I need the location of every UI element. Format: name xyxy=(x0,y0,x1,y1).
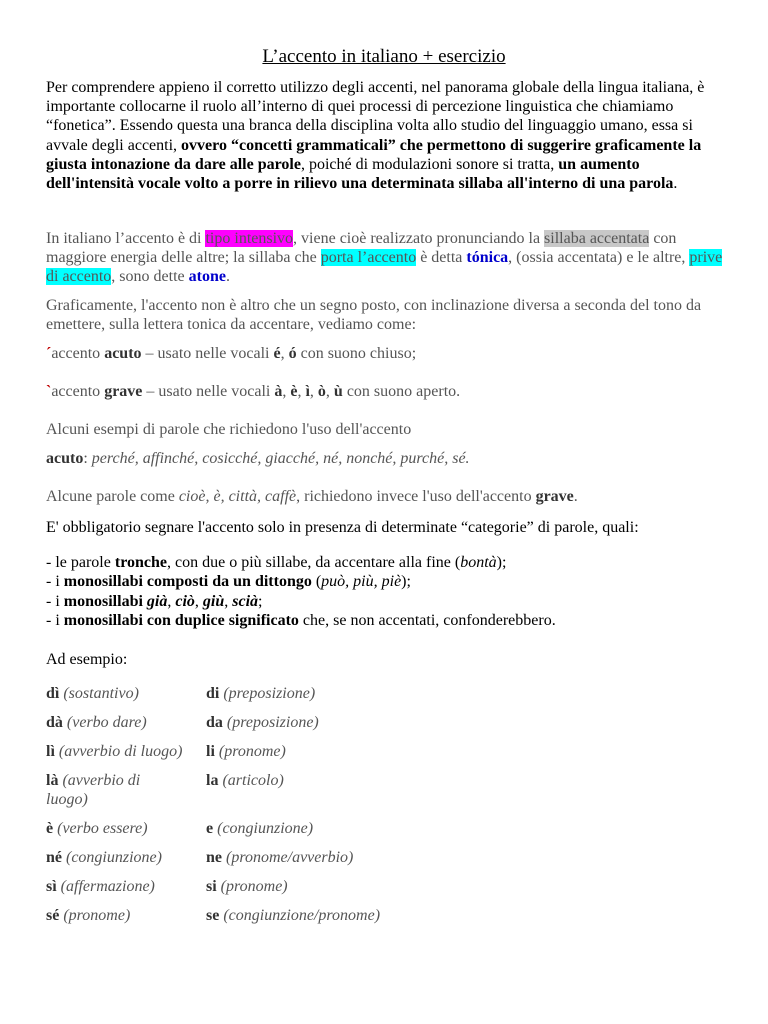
p2-text-6: , sono dette xyxy=(111,268,189,286)
acuto-text-2: – usato nelle vocali xyxy=(141,345,274,362)
l3-comma-3: , xyxy=(224,592,233,610)
list-item xyxy=(46,553,556,572)
unaccented-meaning: (preposizione) xyxy=(219,685,316,702)
acuto-examples-words: perché, affinché, cosicché, giacché, né, nonché, purché, sé. xyxy=(91,450,470,467)
l1-text-3: ); xyxy=(496,554,507,571)
l2-italic: può, più, piè xyxy=(321,573,402,591)
accented-meaning: (verbo dare) xyxy=(62,714,147,731)
accent-type-paragraph xyxy=(46,229,726,287)
unaccented-word xyxy=(206,742,446,761)
list-item xyxy=(46,572,556,591)
list-item xyxy=(46,592,556,611)
unaccented-form: la xyxy=(206,772,219,789)
vowel-e-acute: é xyxy=(273,345,281,362)
grave-line: `accento grave – usato nelle vocali à, è, ì, ò, ù con suono aperto. xyxy=(46,383,461,400)
unaccented-word xyxy=(206,877,446,896)
accented-word xyxy=(46,742,216,761)
l4-text-2: che, se non accentati, confonderebbero. xyxy=(298,611,556,629)
unaccented-meaning: (preposizione) xyxy=(222,714,319,731)
unaccented-meaning: (congiunzione/pronome) xyxy=(219,907,381,924)
unaccented-meaning: (articolo) xyxy=(218,772,284,789)
vowel-i-grave: ì xyxy=(305,383,310,400)
p2-text-7: . xyxy=(225,268,230,286)
acuto-label: acuto xyxy=(104,345,142,362)
l3-scia: scià xyxy=(232,592,259,610)
unaccented-form: li xyxy=(206,743,215,760)
acuto-text-1: accento xyxy=(51,345,105,362)
acuto-examples-colon: : xyxy=(83,450,92,467)
examples-intro: Alcuni esempi di parole che richiedono l'uso dell'accento xyxy=(46,421,412,438)
acuto-sep: , xyxy=(280,345,289,362)
p2-text-3: con maggiore energia delle altre; la sillaba che xyxy=(46,230,677,267)
accented-meaning: (verbo essere) xyxy=(53,820,148,837)
obligation-paragraph: E' obbligatorio segnare l'accento solo in presenza di determinate “categorie” di parole, quali: xyxy=(46,519,639,536)
term-atone: atone xyxy=(188,268,226,286)
accented-word xyxy=(46,771,166,809)
example-row xyxy=(46,906,446,935)
example-row xyxy=(46,742,446,771)
term-tonica: tónica xyxy=(466,249,509,267)
p8-text-1: Alcune parole come xyxy=(46,488,179,505)
grave-text-1: accento xyxy=(51,383,105,400)
intro-bold-1: ovvero “concetti grammaticali” che permettono di suggerire graficamente la giusta intonazione da dare alle parole xyxy=(46,136,702,173)
grave-examples-label: grave xyxy=(535,488,574,505)
list-item xyxy=(46,611,556,630)
category-list xyxy=(46,553,556,630)
highlight-sillaba-accentata: sillaba accentata xyxy=(544,230,650,247)
p2-text-5: , (ossia accentata) e le altre, xyxy=(508,249,690,267)
unaccented-meaning: (pronome/avverbio) xyxy=(222,849,354,866)
p8-text-3: . xyxy=(573,488,578,505)
accented-form: è xyxy=(46,820,54,837)
vowel-o-grave: ò xyxy=(317,383,326,400)
example-row xyxy=(46,771,446,819)
grave-mark: ` xyxy=(46,383,52,400)
l2-text-3: ); xyxy=(401,573,411,591)
unaccented-form: se xyxy=(206,907,220,924)
unaccented-word xyxy=(206,906,446,925)
l1-text-2: , con due o più sillabe, da accentare alla fine ( xyxy=(167,554,461,571)
accented-form: dì xyxy=(46,685,60,702)
accented-word xyxy=(46,819,206,838)
unaccented-form: si xyxy=(206,878,217,895)
intro-bold-2: un aumento dell'intensità vocale volto a porre in rilievo una determinata sillaba all'interno di una parola xyxy=(46,155,674,193)
unaccented-meaning: (pronome) xyxy=(216,878,288,895)
example-row xyxy=(46,713,446,742)
l3-comma-1: , xyxy=(167,592,176,610)
intro-text-1: Per comprendere appieno il corretto utilizzo degli accenti, nel panorama globale della lingua italiana, è importante collocarne il ruolo all’interno di quei processi di percezione linguistica che chiamiamo “fonetica”. Essendo questa una branca della disciplina volta allo studio del linguaggio umano, essa si avvale degli accenti, xyxy=(46,79,705,154)
l2-bold: monosillabi composti da un dittongo xyxy=(63,573,312,591)
graphic-paragraph: Graficamente, l'accento non è altro che un segno posto, con inclinazione diversa a seconda del tono da emettere, sulla lettera tonica da accentare, vediamo come: xyxy=(46,297,702,334)
vowel-a-grave: à xyxy=(274,383,283,400)
l3-comma-2: , xyxy=(194,592,203,610)
l1-text-1: - le parole xyxy=(46,554,115,571)
unaccented-word xyxy=(206,819,446,838)
l1-bold: tronche xyxy=(114,554,167,571)
accented-form: sé xyxy=(46,907,60,924)
l2-text-1: - i xyxy=(46,573,64,591)
unaccented-form: da xyxy=(206,714,223,731)
accented-meaning: (avverbio di luogo) xyxy=(54,743,183,760)
document-title: L’accento in italiano + esercizio xyxy=(262,46,506,67)
acuto-text-3: con suono chiuso; xyxy=(296,345,417,362)
l4-text-1: - i xyxy=(46,611,64,629)
l2-text-2: ( xyxy=(311,573,322,591)
accented-meaning: (affermazione) xyxy=(56,878,155,895)
accented-word xyxy=(46,684,206,703)
grave-text-3: con suono aperto. xyxy=(342,383,461,400)
accented-form: né xyxy=(46,849,62,866)
highlight-prive-accento: prive di accento xyxy=(46,249,723,286)
grave-example-words: cioè, è, città, caffè xyxy=(178,488,297,505)
accented-word xyxy=(46,848,206,867)
p2-text-2: , viene cioè realizzato pronunciando la xyxy=(293,230,545,247)
l3-gia: già xyxy=(146,592,168,610)
intro-text-3: . xyxy=(673,175,678,193)
example-row xyxy=(46,684,446,713)
unaccented-meaning: (pronome) xyxy=(214,743,286,760)
vowel-u-grave: ù xyxy=(333,383,343,400)
l1-italic: bontà xyxy=(460,554,497,571)
example-row xyxy=(46,848,446,877)
accented-word xyxy=(46,713,206,732)
grave-examples xyxy=(46,487,726,506)
acute-mark: ´ xyxy=(46,345,52,362)
vowel-o-acute: ó xyxy=(288,345,297,362)
grave-text-2: – usato nelle vocali xyxy=(142,383,275,400)
accented-meaning: (avverbio di luogo) xyxy=(46,772,141,808)
example-heading: Ad esempio: xyxy=(46,651,128,668)
accented-form: sì xyxy=(46,878,57,895)
vowel-e-grave: è xyxy=(290,383,298,400)
accented-form: là xyxy=(46,772,59,789)
unaccented-meaning: (congiunzione) xyxy=(213,820,314,837)
accented-meaning: (sostantivo) xyxy=(59,685,139,702)
accented-word xyxy=(46,906,206,925)
unaccented-word xyxy=(206,771,446,790)
examples-table xyxy=(46,684,446,935)
accented-form: dà xyxy=(46,714,63,731)
accented-meaning: (pronome) xyxy=(59,907,131,924)
example-row xyxy=(46,819,446,848)
highlight-porta-accento: porta l’accento xyxy=(320,249,417,267)
grave-label: grave xyxy=(104,383,143,400)
intro-paragraph xyxy=(46,78,726,193)
acuto-examples-label: acuto xyxy=(46,450,84,467)
accented-word xyxy=(46,877,206,896)
unaccented-form: e xyxy=(206,820,214,837)
l3-bold: monosillabi xyxy=(63,592,147,610)
intro-text-2: , poiché di modulazioni sonore si tratta, xyxy=(300,155,559,173)
l4-bold: monosillabi con duplice significato xyxy=(63,611,299,629)
acuto-examples xyxy=(46,449,726,468)
accented-meaning: (congiunzione) xyxy=(62,849,162,866)
l3-text-1: - i xyxy=(46,592,64,610)
unaccented-form: ne xyxy=(206,849,222,866)
accented-form: lì xyxy=(46,743,55,760)
unaccented-word xyxy=(206,713,446,732)
p2-text-4: è detta xyxy=(416,249,467,267)
highlight-tipo-intensivo: tipo intensivo xyxy=(205,230,294,247)
unaccented-word xyxy=(206,684,446,703)
unaccented-form: di xyxy=(206,685,220,702)
p2-text-1: In italiano l’accento è di xyxy=(46,230,206,247)
l3-cio: ciò xyxy=(175,592,195,610)
l3-text-3: ; xyxy=(258,592,263,610)
acuto-line xyxy=(46,344,726,363)
unaccented-word xyxy=(206,848,446,867)
example-row xyxy=(46,877,446,906)
p8-text-2: , richiedono invece l'uso dell'accento xyxy=(296,488,536,505)
l3-giu: giù xyxy=(202,592,225,610)
